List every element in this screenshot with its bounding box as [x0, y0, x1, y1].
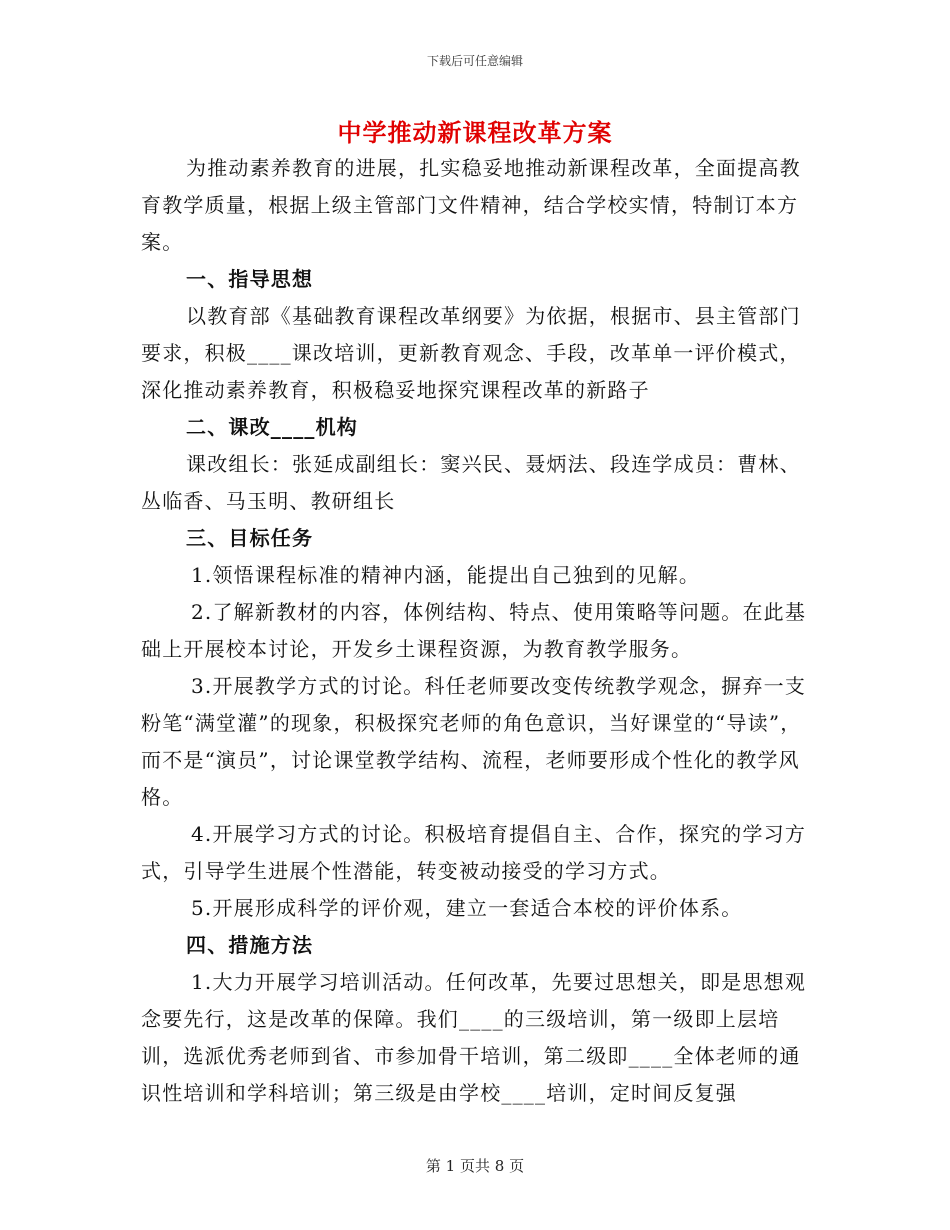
measure-item-1: 1.大力开展学习培训活动。任何改革，先要过思想关，即是思想观念要先行，这是改革的保障。我们____的三级培训，第一级即上层培训，选派优秀老师到省、市参加骨干培训，第二级即____全体老师的通识性培训和学科培训；第三级是由学校____培训，定时间反复强 — [141, 970, 807, 1105]
goal-item-2: 2.了解新教材的内容，体例结构、特点、使用策略等问题。在此基础上开展校本讨论，开发乡土课程资源，为教育教学服务。 — [141, 600, 807, 661]
guiding-thought-paragraph: 以教育部《基础教育课程改革纲要》为依据，根据市、县主管部门要求，积极____课改培训，更新教育观念、手段，改革单一评价模式，深化推动素养教育，积极稳妥地探究课程改革的新路子 — [141, 304, 801, 402]
section-heading-1: 一、指导思想 — [186, 267, 314, 291]
goal-item-5: 5.开展形成科学的评价观，建立一套适合本校的评价体系。 — [191, 896, 743, 920]
goal-item-4: 4.开展学习方式的讨论。积极培育提倡自主、合作，探究的学习方式，引导学生进展个性潜能，转变被动接受的学习方式。 — [141, 822, 807, 883]
section-heading-2: 二、课改____机构 — [186, 415, 358, 439]
intro-paragraph: 为推动素养教育的进展，扎实稳妥地推动新课程改革，全面提高教育教学质量，根据上级主管部门文件精神，结合学校实情，特制订本方案。 — [141, 156, 801, 254]
document-title: 中学推动新课程改革方案 — [337, 119, 613, 147]
page-footer: 第 1 页共 8 页 — [425, 1157, 525, 1175]
goal-item-3: 3.开展教学方式的讨论。科任老师要改变传统教学观念，摒弃一支粉笔“满堂灌”的现象，积极探究老师的角色意识，当好课堂的“导读”，而不是“演员”，讨论课堂教学结构、流程，老师要形成个性化的教学风格。 — [141, 674, 807, 809]
section-heading-4: 四、措施方法 — [186, 933, 314, 957]
page-header: 下载后可任意编辑 — [426, 54, 523, 68]
section-heading-3: 三、目标任务 — [186, 526, 314, 550]
document-body — [141, 150, 809, 1112]
goal-item-1: 1.领悟课程标准的精神内涵，能提出自己独到的见解。 — [191, 563, 701, 587]
organization-paragraph: 课改组长：张延成副组长：窦兴民、聂炳法、段连学成员：曹林、丛临香、马玉明、教研组长 — [141, 452, 801, 513]
